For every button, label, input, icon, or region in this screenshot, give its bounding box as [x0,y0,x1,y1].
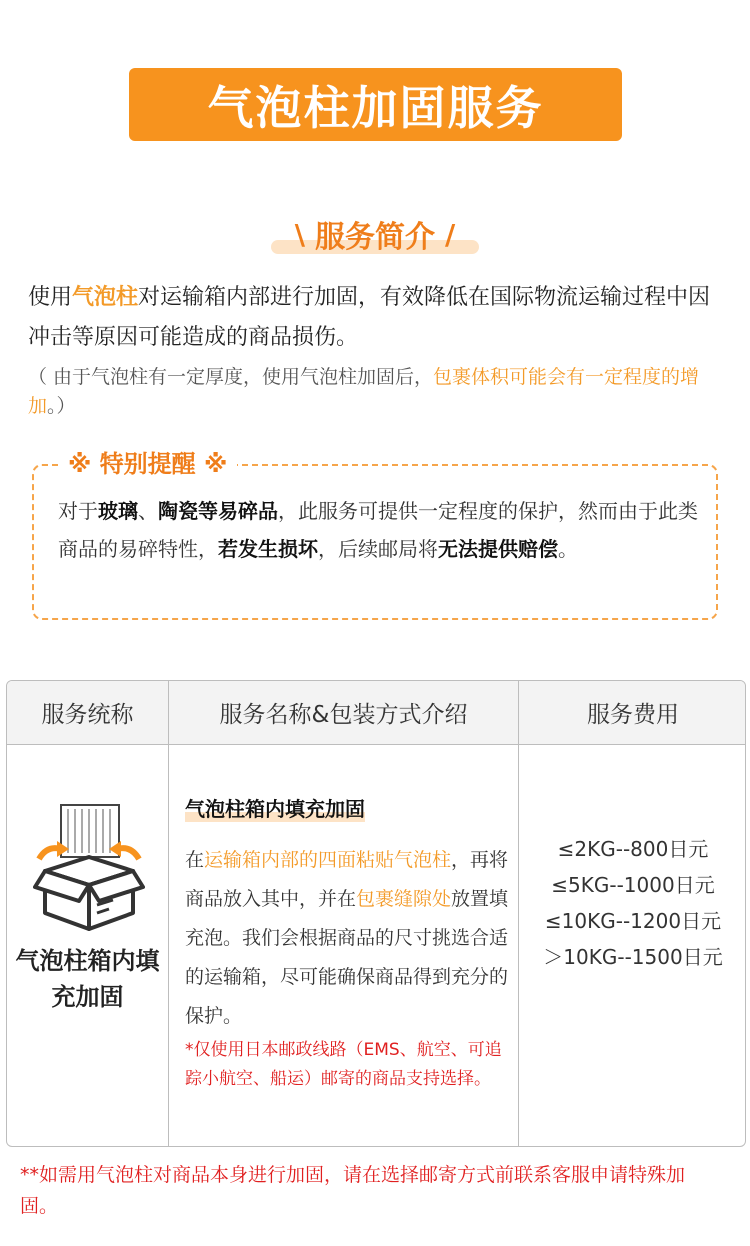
intro-text-b: 对运输箱内部进行加固，有效降低在国际物流运输过程中因冲击等原因可能造成的商品损伤。 [28,285,711,350]
footer-note: **如需用气泡柱对商品本身进行加固，请在选择邮寄方式前联系客服申请特殊加固。 [20,1164,686,1217]
reminder-t4: ，后续邮局将 [318,537,438,561]
desc-b: ，再将商品放入其中，并在 [185,849,509,910]
price-item: ≤5KG--1000日元 [551,873,715,897]
service-restriction-note: *仅使用日本邮政线路（EMS、航空、可追踪小航空、船运）邮寄的商品支持选择。 [185,1040,502,1089]
price-item: ＞10KG--1500日元 [543,945,723,969]
intro-paragraph [28,278,728,358]
intro-note [28,363,728,421]
reminder-t1: 对于 [58,499,98,523]
note-highlight: 包裹体积可能会有一定程度的增加 [28,366,700,417]
service-title-text: 气泡柱箱内填充加固 [185,797,365,821]
hero-title-banner [129,68,622,141]
price-list [519,831,746,975]
slash-decoration-icon: / [445,217,456,251]
price-item: ≤10KG--1200日元 [544,909,722,933]
reminder-t5: 。 [558,537,578,561]
reminder-title: ※ 特别提醒 ※ [58,444,237,484]
service-table [6,680,746,1147]
desc-highlight-1: 运输箱内部的四面粘贴气泡柱 [204,849,452,871]
reminder-text [58,492,698,568]
reminder-t3: ，此服务可提供一定程度的保护，然而由于此类商品的易碎特性， [58,499,698,561]
reminder-b4: 无法提供赔偿 [438,537,558,561]
price-item: ≤2KG--800日元 [557,837,709,861]
header-service-category: 服务统称 [41,702,134,728]
reminder-b1: 玻璃 [98,499,138,523]
desc-a: 在 [185,849,205,871]
note-text-b: 。） [47,395,76,417]
reminder-b2: 陶瓷等易碎品 [158,499,278,523]
box-with-bubble-wrap-icon [33,801,145,935]
intro-text-a: 使用 [28,285,73,310]
intro-highlight: 气泡柱 [72,285,139,310]
service-title [185,793,365,822]
table-header-row [7,681,746,745]
desc-c: 放置填充泡。我们会根据商品的尺寸挑选合适的运输箱，尽可能确保商品得到充分的保护。 [185,888,509,1027]
backslash-decoration-icon: \ [294,217,305,251]
hero-title: 气泡柱加固服务 [207,80,544,135]
desc-highlight-2: 包裹缝隙处 [356,888,452,910]
intro-section-title [265,212,485,256]
service-category-name: 气泡柱箱内填充加固 [15,947,160,1011]
intro-title-text: 服务简介 [315,220,435,255]
column-divider [168,681,169,1147]
note-text-a: （ 由于气泡柱有一定厚度，使用气泡柱加固后， [28,366,434,388]
header-service-fee: 服务费用 [587,702,679,728]
reminder-t2: 、 [138,499,158,523]
service-description [185,841,515,1036]
reminder-b3: 若发生损坏 [218,537,318,561]
header-service-description: 服务名称&包装方式介绍 [219,702,468,728]
